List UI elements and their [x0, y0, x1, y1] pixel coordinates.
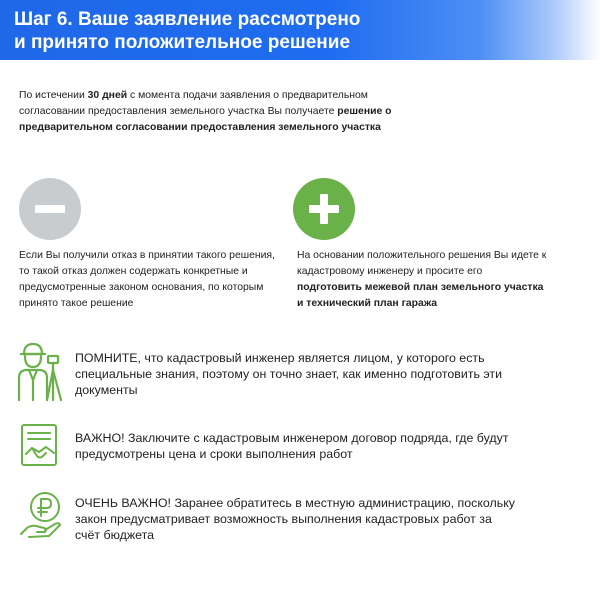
- intro-paragraph: [19, 88, 419, 136]
- ruble-hand-icon: [19, 490, 63, 540]
- header-banner: [0, 0, 600, 60]
- page-title: [14, 8, 534, 54]
- note-important: ВАЖНО! Заключите с кадастровым инженером договор подряда, где будут предусмотрены цена и сроки выполнения работ: [75, 431, 509, 461]
- note-remember: ПОМНИТЕ, что кадастровый инженер является лицом, у которого есть специальные знания, поэтому он точно знает, как именно подготовить эти документы: [75, 351, 503, 397]
- intro-decision: решение о предварительном согласовании предоставления земельного участка: [19, 106, 392, 133]
- refusal-text: Если Вы получили отказ в принятии такого решения, то такой отказ должен содержать конкретные и предусмотренные законом основания, по которым принято такое решение: [19, 250, 275, 309]
- intro-days: 30 дней: [87, 90, 128, 101]
- intro-text-1: По истечении: [19, 90, 88, 101]
- positive-decision-text: [297, 248, 547, 312]
- plus-bar-vertical: [320, 194, 328, 224]
- minus-icon: [19, 178, 81, 240]
- positive-text-bold: подготовить межевой план земельного участка и технический план гаража: [297, 282, 544, 309]
- engineer-icon: [15, 340, 65, 402]
- minus-bar: [35, 205, 65, 213]
- intro-text-2: с момента подачи заявления о предварительном согласовании предоставления земельного участка Вы получаете: [19, 90, 368, 117]
- contract-handshake-icon: [19, 422, 61, 468]
- plus-icon: [293, 178, 355, 240]
- positive-text-1: На основании положительного решения Вы идете к кадастровому инженеру и просите его: [297, 250, 547, 277]
- title-line-1: Шаг 6. Ваше заявление рассмотрено: [14, 9, 361, 30]
- note-very-important: ОЧЕНЬ ВАЖНО! Заранее обратитесь в местную администрацию, поскольку закон предусматривает возможность выполнения кадастровых работ за счёт бюджета: [75, 496, 515, 542]
- title-line-2: и принято положительное решение: [14, 32, 351, 53]
